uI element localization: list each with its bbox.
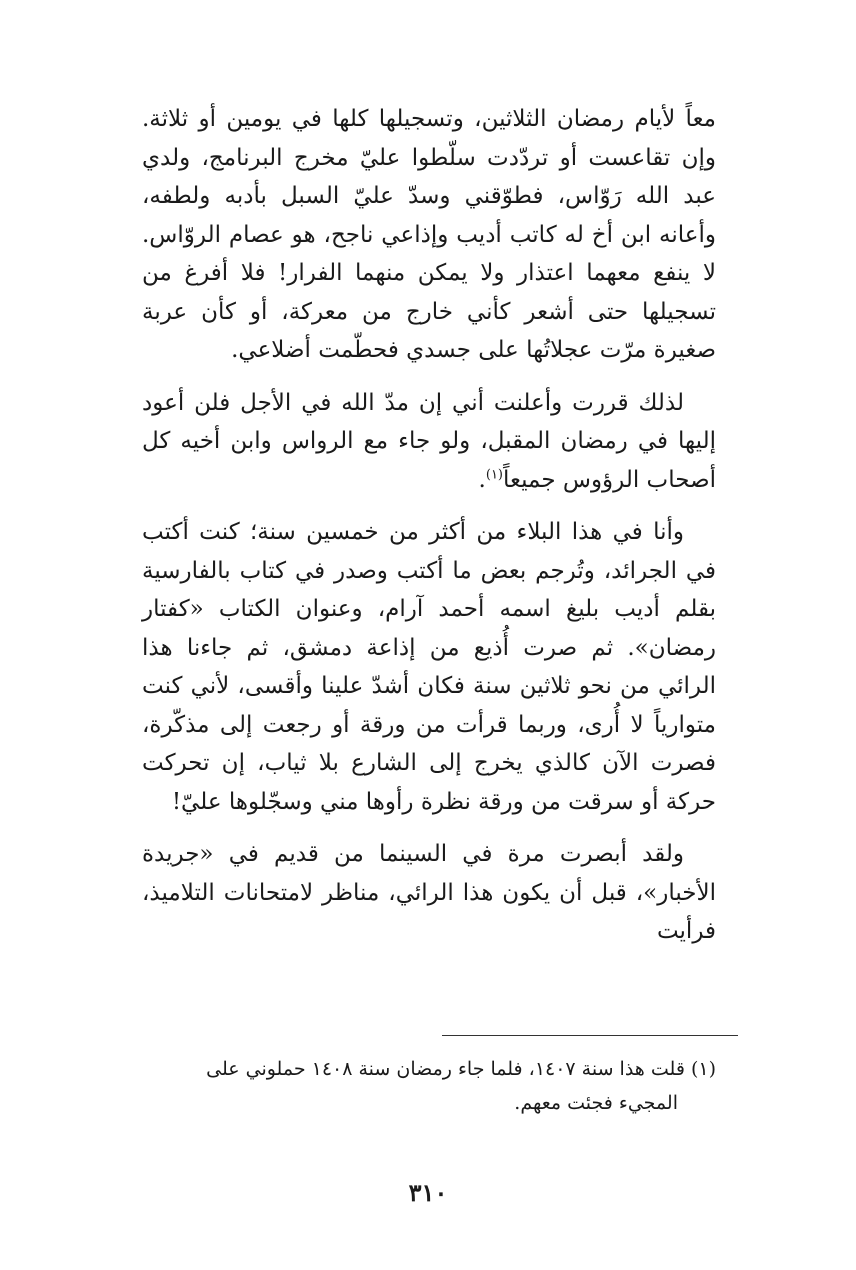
- paragraph-2-end: .: [478, 466, 486, 493]
- paragraph-2-text: لذلك قررت وأعلنت أني إن مدّ الله في الأجل فلن أعود إليها في رمضان المقبل، ولو جاء مع الرواس وابن أخيه كل أصحاب الرؤوس جميعاً: [142, 389, 716, 493]
- paragraph-2: [142, 384, 716, 500]
- footnote-reference: (١): [485, 466, 503, 482]
- paragraph-4: ولقد أبصرت مرة في السينما من قديم في «جريدة الأخبار»، قبل أن يكون هذا الرائي، مناظر لامتحانات التلاميذ، فرأيت: [142, 841, 716, 944]
- paragraph-1: معاً لأيام رمضان الثلاثين، وتسجيلها كلها في يومين أو ثلاثة. وإن تقاعست أو تردّدت سلّطوا عليّ مخرج البرنامج، ولدي عبد الله رَوّاس، فطوّقني وسدّ عليّ السبل بأدبه ولطفه، وأعانه ابن أخ له كاتب أديب وإذاعي ناجح، هو عصام الروّاس. لا ينفع معهما اعتذار ولا يمكن منهما الفرار! فلا أفرغ من تسجيلها حتى أشعر كأني خارج من معركة، أو كأن عربة صغيرة مرّت عجلاتُها على جسدي فحطّمت أضلاعي.: [142, 106, 716, 363]
- footnote: [142, 1052, 716, 1120]
- footnote-line-2: المجيء فجئت معهم.: [514, 1092, 678, 1114]
- footnote-line-1: (١) قلت هذا سنة ١٤٠٧، فلما جاء رمضان سنة ١٤٠٨ حملوني على: [206, 1058, 716, 1080]
- page-number: ٣١٠: [408, 1178, 448, 1207]
- footnote-divider: [442, 1035, 738, 1036]
- paragraph-3: وأنا في هذا البلاء من أكثر من خمسين سنة؛ كنت أكتب في الجرائد، وتُرجم بعض ما أكتب وصدر في كتاب بالفارسية بقلم أديب بليغ اسمه أحمد آرام، وعنوان الكتاب «كفتار رمضان». ثم صرت أُذيع من إذاعة دمشق، ثم جاءنا هذا الرائي من نحو ثلاثين سنة فكان أشدّ علينا وأقسى، لأني كنت متوارياً لا أُرى، وربما قرأت من ورقة أو رجعت إلى مذكّرة، فصرت الآن كالذي يخرج إلى الشارع بلا ثياب، إن تحركت حركة أو سرقت من ورقة نظرة رأوها مني وسجّلوها عليّ!: [142, 519, 716, 815]
- main-text: [142, 100, 716, 965]
